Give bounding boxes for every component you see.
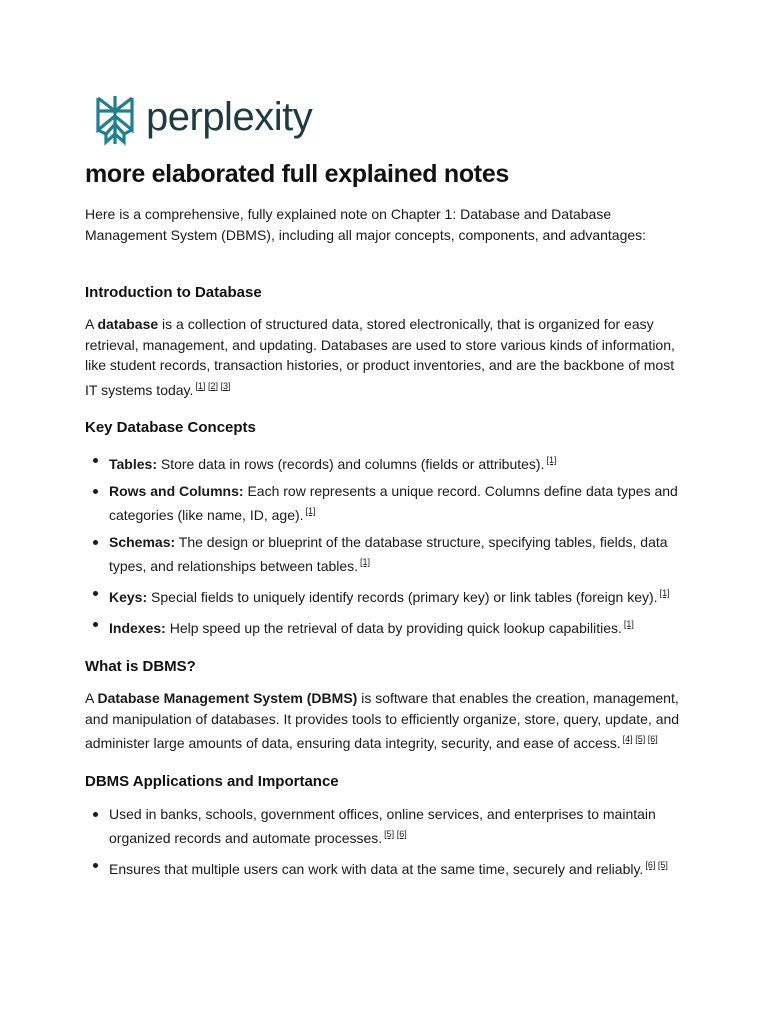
- list-term: Rows and Columns:: [109, 483, 244, 499]
- text: is software that enables the creation, management, and manipulation of databases. It provides tools to efficiently organize, store, query, update, and administer large amounts of data, ensuring data integrity, security, and ease of access.: [85, 690, 680, 751]
- heading-introduction-to-database: Introduction to Database: [85, 284, 262, 301]
- list-text: Each row represents a unique record. Columns define data types and categories (like name, ID, age).: [109, 483, 678, 523]
- list-text: The design or blueprint of the database structure, specifying tables, fields, data types, and relationships between tables.: [109, 534, 668, 574]
- citation-group: [546, 455, 556, 465]
- list-item: [85, 583, 685, 607]
- list-item: [85, 532, 685, 576]
- applications-list: [85, 804, 685, 886]
- citation-link[interactable]: [6]: [645, 860, 656, 870]
- text: is a collection of structured data, stored electronically, that is organized for easy retrieval, management, and updating. Databases are used to store various kinds of information, like student records, transaction histories, or product inventories, and are the backbone of most IT systems today.: [85, 316, 675, 398]
- list-item: [85, 804, 685, 848]
- list-item: [85, 481, 685, 525]
- bold-term: Database Management System (DBMS): [97, 690, 358, 706]
- citation-link[interactable]: [5]: [635, 734, 646, 744]
- list-text: Used in banks, schools, government offices, online services, and enterprises to maintain organized records and automate processes.: [109, 806, 656, 846]
- heading-key-database-concepts: Key Database Concepts: [85, 419, 256, 436]
- citation-group: [360, 557, 370, 567]
- citation-link[interactable]: [5]: [657, 860, 668, 870]
- list-text: Special fields to uniquely identify records (primary key) or link tables (foreign key).: [147, 589, 658, 605]
- text: A: [85, 690, 98, 706]
- list-item: [85, 450, 685, 474]
- list-item: [85, 614, 685, 638]
- bold-term: database: [97, 316, 159, 332]
- text: A: [85, 316, 98, 332]
- citation-link[interactable]: [2]: [207, 380, 218, 391]
- citation-link[interactable]: [1]: [659, 588, 670, 598]
- citation-group: [384, 829, 407, 839]
- citation-link[interactable]: [1]: [546, 455, 557, 465]
- list-term: Keys:: [109, 589, 148, 605]
- citation-group: [660, 588, 670, 598]
- database-paragraph: [85, 314, 685, 400]
- citation-link[interactable]: [1]: [360, 557, 371, 567]
- citation-link[interactable]: [1]: [623, 619, 634, 629]
- citation-group: [624, 619, 634, 629]
- citation-link[interactable]: [4]: [622, 734, 633, 744]
- heading-what-is-dbms: What is DBMS?: [85, 658, 196, 675]
- citation-group: [645, 860, 668, 870]
- citation-group: [623, 734, 658, 744]
- list-text: Help speed up the retrieval of data by providing quick lookup capabilities.: [165, 620, 622, 636]
- page-title: more elaborated full explained notes: [85, 160, 510, 188]
- perplexity-logo: [94, 94, 312, 146]
- logo-wordmark: perplexity: [146, 95, 313, 139]
- list-item: [85, 855, 685, 879]
- citation-link[interactable]: [6]: [647, 734, 658, 744]
- citation-link[interactable]: [1]: [305, 506, 316, 516]
- dbms-paragraph: [85, 688, 685, 754]
- intro-paragraph: Here is a comprehensive, fully explained note on Chapter 1: Database and Database Management System (DBMS), including all major concepts, components, and advantages:: [85, 206, 647, 243]
- list-text: Store data in rows (records) and columns (fields or attributes).: [156, 456, 545, 472]
- list-text: Ensures that multiple users can work with data at the same time, securely and reliably.: [109, 861, 644, 877]
- citation-link[interactable]: [1]: [195, 380, 206, 391]
- citation-group: [195, 381, 230, 391]
- concepts-list: [85, 450, 685, 645]
- citation-link[interactable]: [3]: [220, 380, 231, 391]
- citation-link[interactable]: [6]: [396, 829, 407, 839]
- citation-group: [306, 506, 316, 516]
- perplexity-logo-icon: [94, 94, 136, 146]
- list-term: Tables:: [109, 456, 157, 472]
- list-term: Schemas:: [109, 534, 176, 550]
- heading-dbms-applications: DBMS Applications and Importance: [85, 773, 339, 790]
- list-term: Indexes:: [109, 620, 166, 636]
- citation-link[interactable]: [5]: [384, 829, 395, 839]
